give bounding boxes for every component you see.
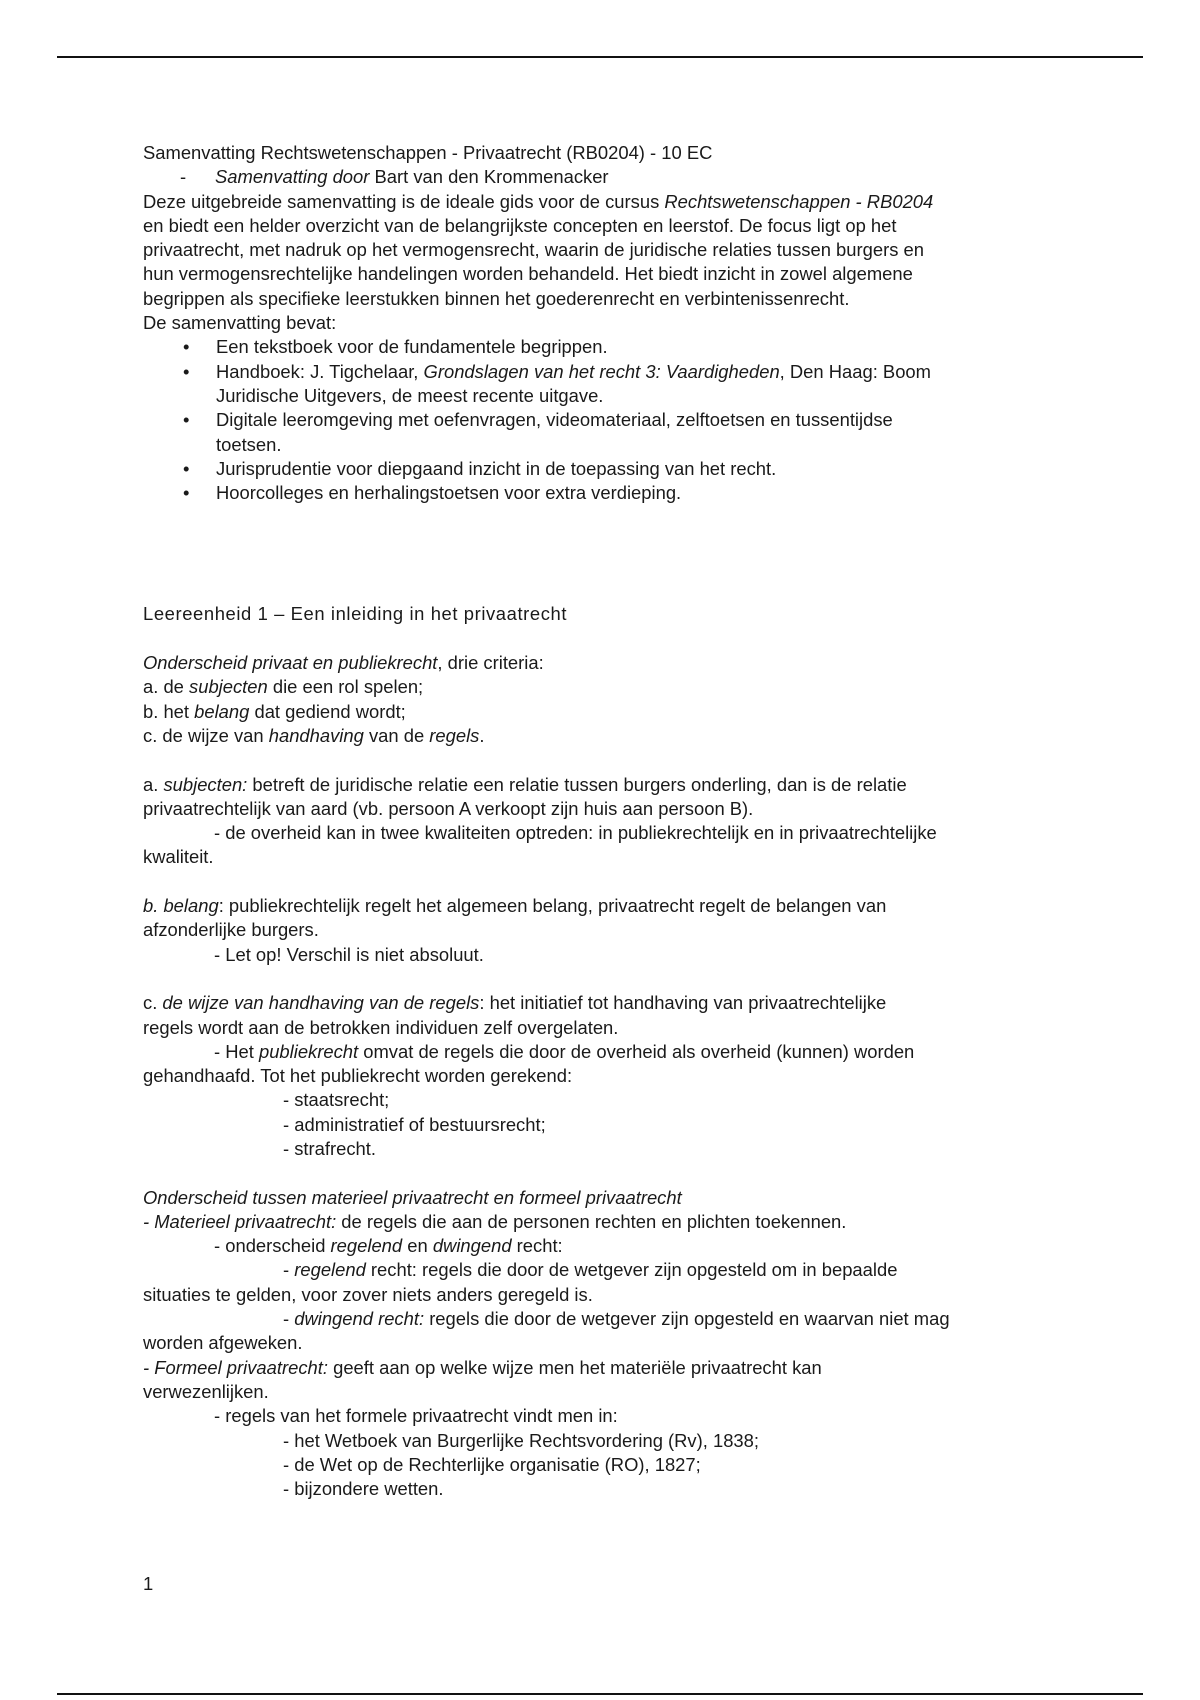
bottom-rule (57, 1693, 1143, 1695)
list-item-text: Handboek: J. Tigchelaar, (216, 360, 424, 382)
list-item-text: toetsen. (216, 433, 282, 455)
onderscheid-line (143, 1234, 1073, 1258)
term: publiekrecht (258, 1040, 359, 1062)
term: dwingend recht: (294, 1308, 425, 1330)
unit-heading: Leereenheid 1 – Een inleiding in het privaatrecht (143, 603, 568, 625)
term: dwingend (432, 1235, 512, 1257)
author-line (143, 165, 1073, 189)
criteria-heading (143, 651, 1073, 675)
list-item: - de Wet op de Rechterlijke organisatie (RO), 1827; (283, 1453, 701, 1475)
term: regelend (294, 1259, 366, 1281)
intro-line-1 (143, 190, 1073, 214)
bullet-icon: • (183, 457, 190, 479)
top-rule (57, 56, 1143, 58)
list-item: - staatsrecht; (283, 1089, 390, 1111)
text: betreft de juridische relatie een relatie tussen burgers onderling, dan is de relatie (247, 773, 907, 795)
spacer (143, 748, 1073, 772)
intro-line-3: privaatrecht, met nadruk op het vermogensrecht, waarin de juridische relaties tussen burgers en (143, 239, 924, 261)
bullet-icon: • (183, 336, 190, 358)
term: regels (429, 724, 480, 746)
list-item-text: Hoorcolleges en herhalingstoetsen voor extra verdieping. (216, 482, 682, 504)
list-item (143, 457, 1073, 481)
text: recht: (511, 1235, 563, 1257)
list-item-text: , Den Haag: Boom (779, 360, 931, 382)
dwingend-line-1 (143, 1307, 1073, 1331)
author-name: Bart van den Krommenacker (369, 166, 609, 188)
list-item: - het Wetboek van Burgerlijke Rechtsvordering (Rv), 1838; (283, 1429, 759, 1451)
intro-text: Deze uitgebreide samenvatting is de ideale gids voor de cursus (143, 190, 665, 212)
term: de wijze van handhaving van de regels (162, 992, 480, 1014)
spacer (143, 1161, 1073, 1185)
subjecten-sub-line-1: - de overheid kan in twee kwaliteiten optreden: in publiekrechtelijk en in privaatrechtelijke (214, 822, 937, 844)
text: . (479, 724, 485, 746)
text: b. het (143, 700, 195, 722)
list-item (143, 335, 1073, 359)
text: - onderscheid (214, 1235, 331, 1257)
text: regels die door de wetgever zijn opgesteld en waarvan niet mag (424, 1308, 950, 1330)
spacer (143, 870, 1073, 894)
spacer (143, 627, 1073, 651)
book-title: Grondslagen van het recht 3: Vaardigheden (423, 360, 780, 382)
text: a. de (143, 676, 190, 698)
belang-para-line-1 (143, 894, 1073, 918)
belang-para-line-2: afzonderlijke burgers. (143, 919, 319, 941)
course-name: Rechtswetenschappen - RB0204 (664, 190, 934, 212)
list-item-text: Een tekstboek voor de fundamentele begrippen. (216, 336, 608, 358)
document-title: Samenvatting Rechtswetenschappen - Privaatrecht (RB0204) - 10 EC (143, 142, 713, 163)
formeel-sub-line: - regels van het formele privaatrecht vindt men in: (214, 1405, 618, 1427)
formeel-definition-line-2: verwezenlijken. (143, 1380, 269, 1402)
handhaving-sub-line-2: gehandhaafd. Tot het publiekrecht worden gerekend: (143, 1065, 573, 1087)
text: - (283, 1259, 295, 1281)
contents-list (143, 335, 1073, 505)
text: a. (143, 773, 164, 795)
criteria-heading-rest: , drie criteria: (437, 652, 544, 674)
list-item-text: Jurisprudentie voor diepgaand inzicht in de toepassing van het recht. (216, 457, 777, 479)
list-item: - administratief of bestuursrecht; (283, 1113, 546, 1135)
term: handhaving (268, 724, 364, 746)
criterion-b (143, 700, 1073, 724)
text: : publiekrechtelijk regelt het algemeen belang, privaatrecht regelt de belangen van (218, 895, 887, 917)
criterion-a (143, 675, 1073, 699)
list-item: - bijzondere wetten. (283, 1478, 444, 1500)
formeel-definition-line-1 (143, 1356, 1073, 1380)
text: en (402, 1235, 433, 1257)
author-prefix: Samenvatting door (215, 166, 370, 188)
text: geeft aan op welke wijze men het materiële privaatrecht kan (327, 1356, 822, 1378)
regelend-line-2: situaties te gelden, voor zover niets anders geregeld is. (143, 1283, 593, 1305)
text: omvat de regels die door de overheid als overheid (kunnen) worden (358, 1040, 915, 1062)
handhaving-para-line-1 (143, 991, 1073, 1015)
text: c. de wijze van (143, 724, 269, 746)
dash-glyph: - (180, 166, 187, 188)
bullet-icon: • (183, 360, 190, 382)
term: b. belang (143, 895, 219, 917)
text: dat gediend wordt; (249, 700, 406, 722)
materieel-heading (143, 1186, 1073, 1210)
term: - Materieel privaatrecht: (143, 1210, 337, 1232)
term: subjecten (189, 676, 268, 698)
handhaving-sub-line-1 (143, 1040, 1073, 1064)
bullet-icon: • (183, 409, 190, 431)
intro-line-4: hun vermogensrechtelijke handelingen worden behandeld. Het biedt inzicht in zowel algemene (143, 263, 913, 285)
dwingend-line-2: worden afgeweken. (143, 1332, 303, 1354)
subjecten-para-line-2: privaatrechtelijk van aard (vb. persoon A verkoopt zijn huis aan persoon B). (143, 797, 754, 819)
criteria-heading-em: Onderscheid privaat en publiekrecht (143, 652, 438, 674)
handhaving-para-line-2: regels wordt aan de betrokken individuen zelf overgelaten. (143, 1016, 619, 1038)
subjecten-sub-line-2: kwaliteit. (143, 846, 214, 868)
regelend-line-1 (143, 1258, 1073, 1282)
list-item: - strafrecht. (283, 1137, 376, 1159)
list-item (143, 408, 1073, 457)
text: die een rol spelen; (267, 676, 424, 698)
contains-label: De samenvatting bevat: (143, 312, 337, 334)
text: c. (143, 992, 163, 1014)
list-item (143, 360, 1073, 409)
term: subjecten: (163, 773, 248, 795)
page-number: 1 (143, 1573, 154, 1594)
term: regelend (330, 1235, 403, 1257)
spacer (143, 505, 1073, 602)
text: - (283, 1308, 295, 1330)
document-body (143, 141, 1073, 1501)
section-heading-em: Onderscheid tussen materieel privaatrecht en formeel privaatrecht (143, 1186, 682, 1208)
list-item (143, 481, 1073, 505)
text: van de (363, 724, 430, 746)
text: - Het (214, 1040, 259, 1062)
list-item-text: Juridische Uitgevers, de meest recente uitgave. (216, 384, 604, 406)
subjecten-para-line-1 (143, 773, 1073, 797)
list-item-text: Digitale leeromgeving met oefenvragen, videomateriaal, zelftoetsen en tussentijdse (216, 409, 893, 431)
intro-line-5: begrippen als specifieke leerstukken binnen het goederenrecht en verbintenissenrecht. (143, 287, 850, 309)
text: de regels die aan de personen rechten en plichten toekennen. (336, 1210, 847, 1232)
spacer (143, 967, 1073, 991)
criterion-c (143, 724, 1073, 748)
text: : het initiatief tot handhaving van privaatrechtelijke (479, 992, 887, 1014)
bullet-icon: • (183, 482, 190, 504)
text: recht: regels die door de wetgever zijn opgesteld om in bepaalde (365, 1259, 898, 1281)
materieel-definition (143, 1210, 1073, 1234)
intro-line-2: en biedt een helder overzicht van de belangrijkste concepten en leerstof. De focus ligt op het (143, 214, 897, 236)
term: belang (194, 700, 250, 722)
belang-sub-line: - Let op! Verschil is niet absoluut. (214, 943, 484, 965)
term: - Formeel privaatrecht: (143, 1356, 328, 1378)
